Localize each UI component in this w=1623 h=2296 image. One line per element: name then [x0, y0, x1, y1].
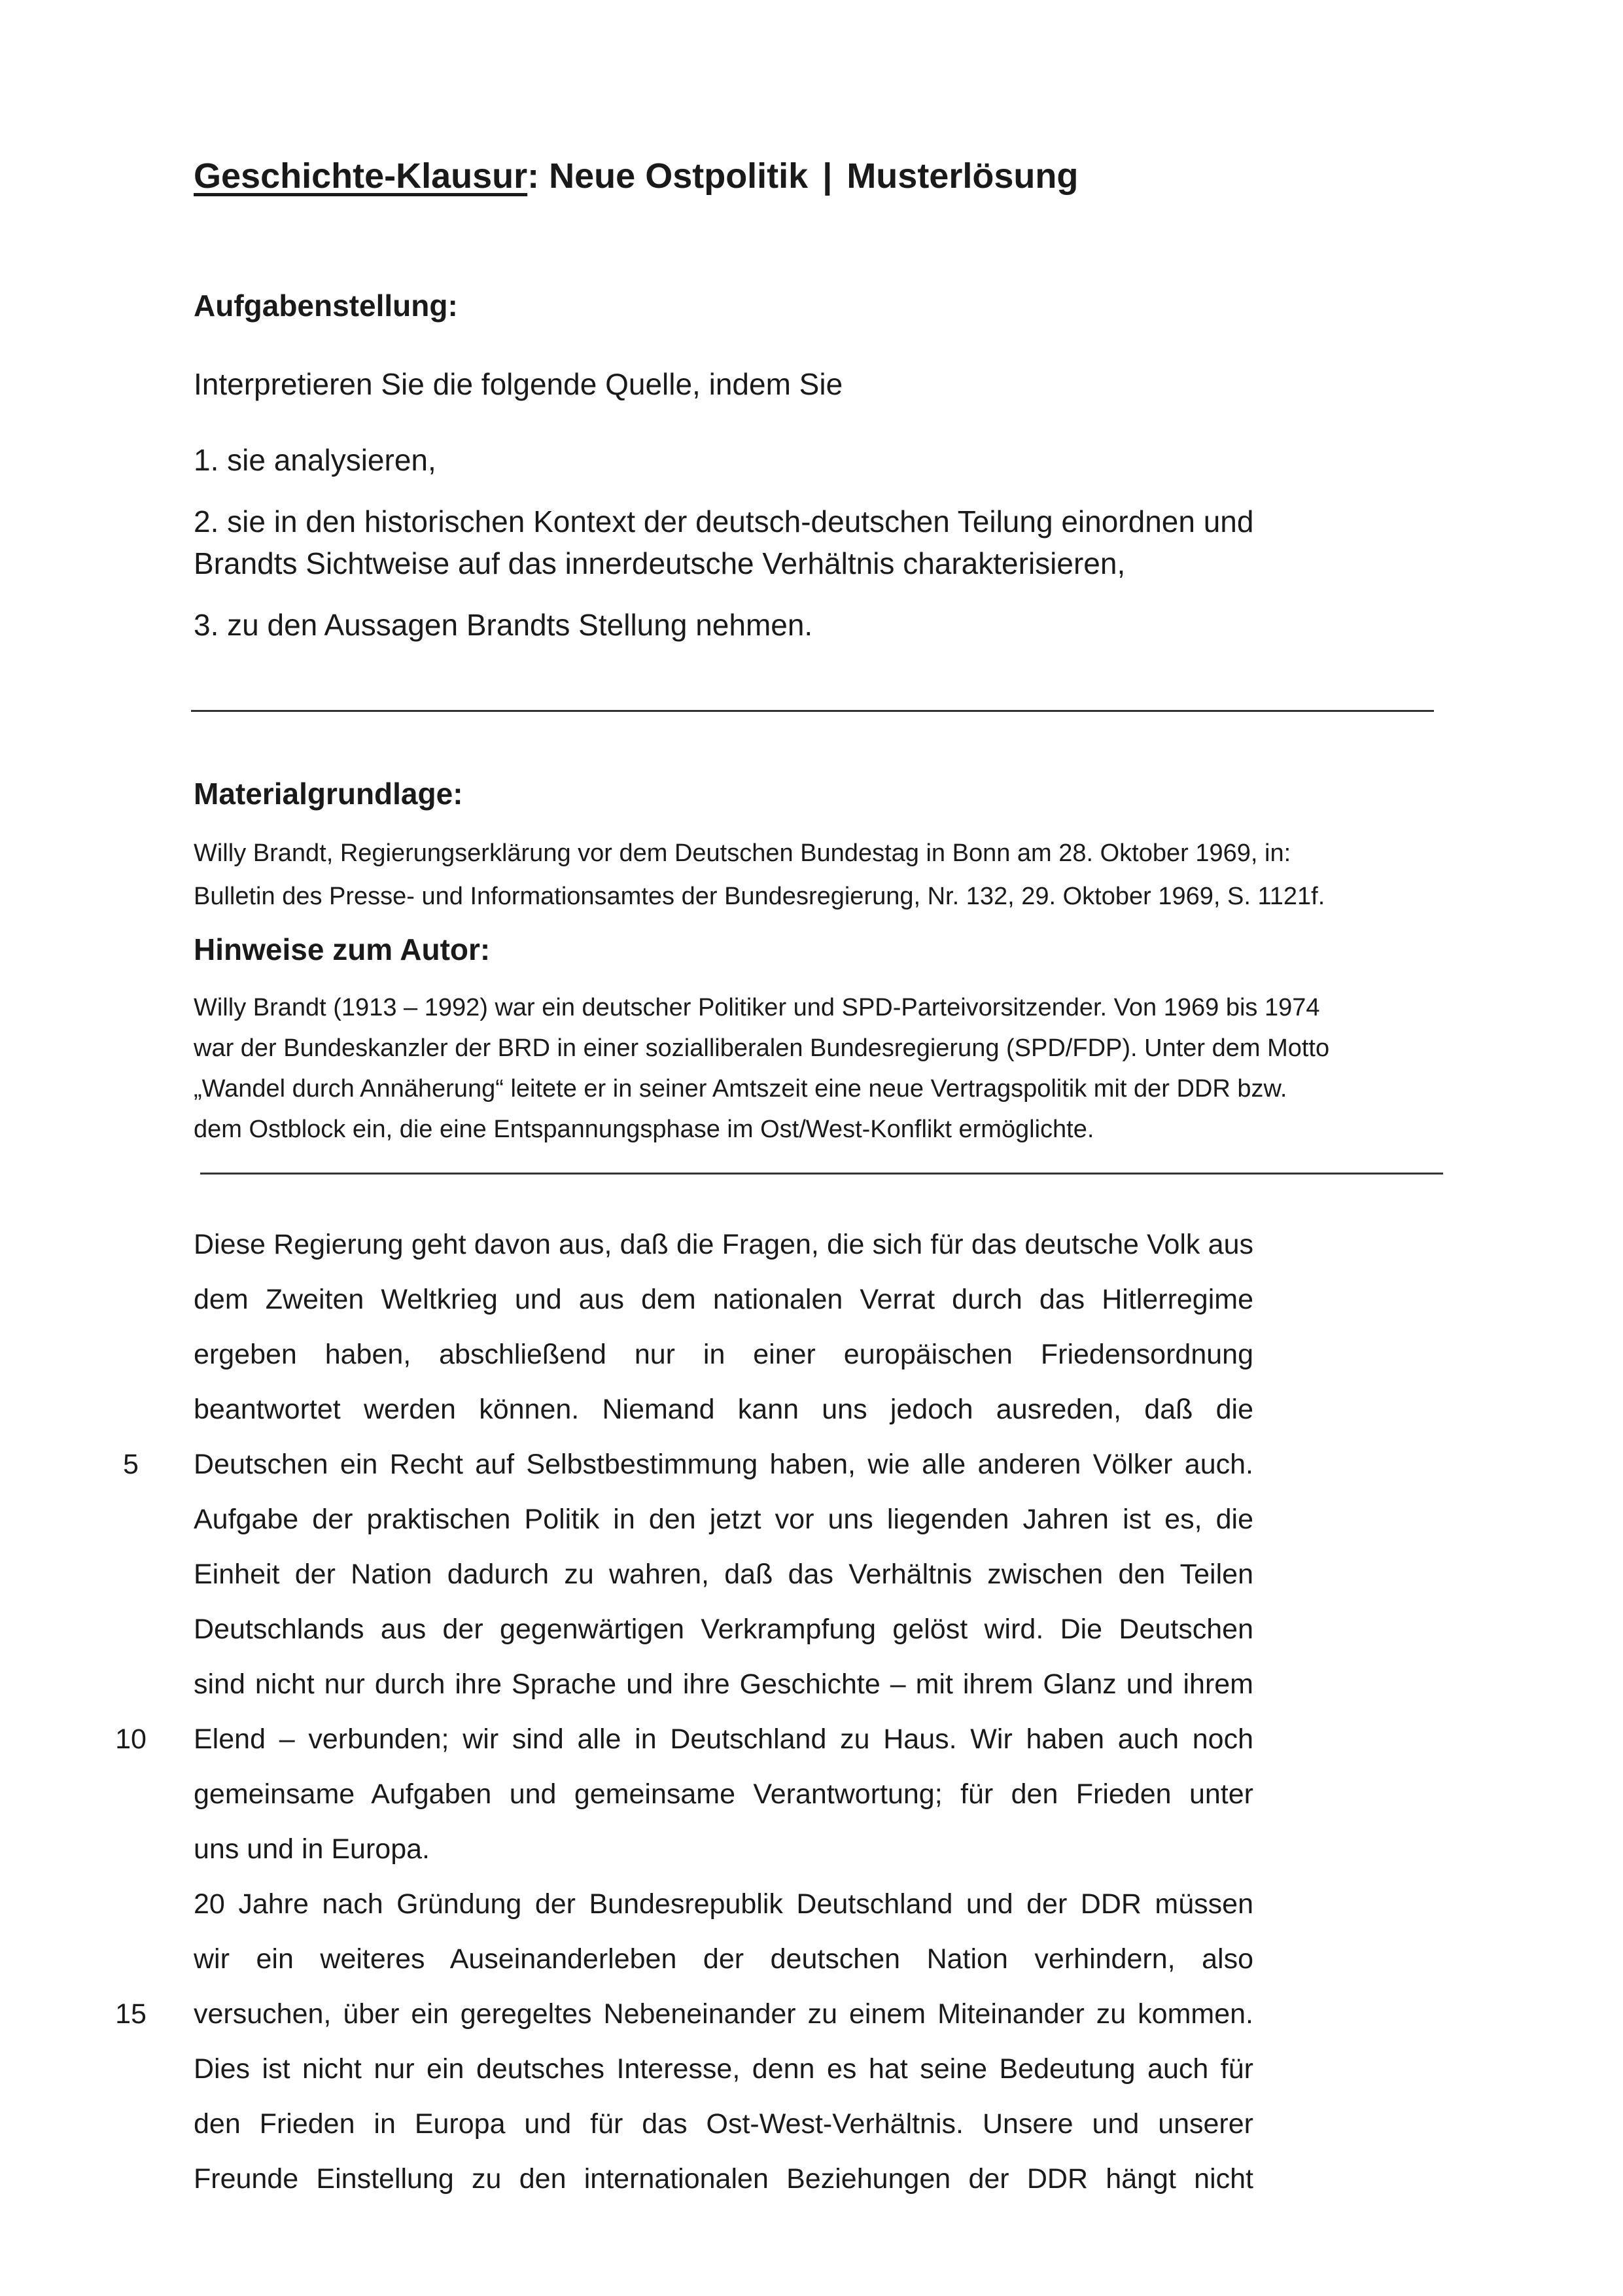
source-line: Dies ist nicht nur ein deutsches Interesse, denn es hat seine Bedeutung auch für	[194, 2053, 1253, 2085]
line-number: 5	[123, 1449, 139, 1480]
source-line: 20 Jahre nach Gründung der Bundesrepublik Deutschland und der DDR müssen	[194, 1888, 1253, 1920]
author-heading: Hinweise zum Autor:	[194, 932, 491, 966]
source-line: Aufgabe der praktischen Politik in den jetzt vor uns liegenden Jahren ist es, die	[194, 1504, 1253, 1535]
source-line: Deutschen ein Recht auf Selbstbestimmung haben, wie alle anderen Völker auch.	[194, 1449, 1253, 1480]
source-line: uns und in Europa.	[194, 1833, 430, 1865]
divider-bottom	[200, 1173, 1443, 1174]
task-item-2: 2. sie in den historischen Kontext der deutsch-deutschen Teilung einordnen und	[194, 504, 1254, 539]
source-line: Elend – verbunden; wir sind alle in Deutschland zu Haus. Wir haben auch noch	[194, 1723, 1253, 1755]
material-line-1: Willy Brandt, Regierungserklärung vor dem Deutschen Bundestag in Bonn am 28. Oktober 1969, in:	[194, 839, 1291, 867]
author-line-4: dem Ostblock ein, die eine Entspannungsphase im Ost/West-Konflikt ermöglichte.	[194, 1116, 1094, 1143]
author-line-2: war der Bundeskanzler der BRD in einer sozialliberalen Bundesregierung (SPD/FDP). Unter dem Motto	[194, 1034, 1330, 1062]
task-item-3: 3. zu den Aussagen Brandts Stellung nehmen.	[194, 608, 813, 642]
source-line: dem Zweiten Weltkrieg und aus dem nationalen Verrat durch das Hitlerregime	[194, 1284, 1253, 1315]
source-line: Diese Regierung geht davon aus, daß die Fragen, die sich für das deutsche Volk aus	[194, 1229, 1253, 1260]
source-line: Deutschlands aus der gegenwärtigen Verkrampfung gelöst wird. Die Deutschen	[194, 1614, 1253, 1645]
source-line: wir ein weiteres Auseinanderleben der deutschen Nation verhindern, also	[194, 1943, 1253, 1975]
author-line-1: Willy Brandt (1913 – 1992) war ein deutscher Politiker und SPD-Parteivorsitzender. Von 1969 bis 1974	[194, 994, 1320, 1021]
source-line: beantwortet werden können. Niemand kann uns jedoch ausreden, daß die	[194, 1394, 1253, 1425]
source-line: Einheit der Nation dadurch zu wahren, daß das Verhältnis zwischen den Teilen	[194, 1559, 1253, 1590]
source-line: den Frieden in Europa und für das Ost-West-Verhältnis. Unsere und unserer	[194, 2108, 1253, 2140]
page-title	[194, 156, 1078, 196]
source-line: gemeinsame Aufgaben und gemeinsame Verantwortung; für den Frieden unter	[194, 1778, 1253, 1810]
source-line: ergeben haben, abschließend nur in einer europäischen Friedensordnung	[194, 1339, 1253, 1370]
title-separator: |	[822, 156, 833, 196]
divider-top	[191, 710, 1434, 712]
title-topic: : Neue Ostpolitik	[527, 156, 809, 196]
material-line-2: Bulletin des Presse- und Informationsamtes der Bundesregierung, Nr. 132, 29. Oktober 1969, S. 1121f.	[194, 883, 1325, 910]
task-heading: Aufgabenstellung:	[194, 289, 458, 323]
source-line: versuchen, über ein geregeltes Nebeneinander zu einem Miteinander zu kommen.	[194, 1998, 1253, 2030]
material-heading: Materialgrundlage:	[194, 777, 463, 811]
task-item-2-cont: Brandts Sichtweise auf das innerdeutsche Verhältnis charakterisieren,	[194, 546, 1126, 580]
source-line: Freunde Einstellung zu den internationalen Beziehungen der DDR hängt nicht	[194, 2163, 1253, 2195]
title-subject: Geschichte-Klausur	[194, 156, 528, 196]
task-intro: Interpretieren Sie die folgende Quelle, indem Sie	[194, 367, 843, 401]
author-line-3: „Wandel durch Annäherung“ leitete er in seiner Amtszeit eine neue Vertragspolitik mit der DDR bzw.	[194, 1075, 1287, 1103]
line-number: 15	[115, 1998, 147, 2030]
line-number: 10	[115, 1723, 147, 1755]
source-line: sind nicht nur durch ihre Sprache und ihre Geschichte – mit ihrem Glanz und ihrem	[194, 1669, 1253, 1700]
title-suffix: Musterlösung	[846, 156, 1079, 196]
task-item-1: 1. sie analysieren,	[194, 443, 436, 477]
